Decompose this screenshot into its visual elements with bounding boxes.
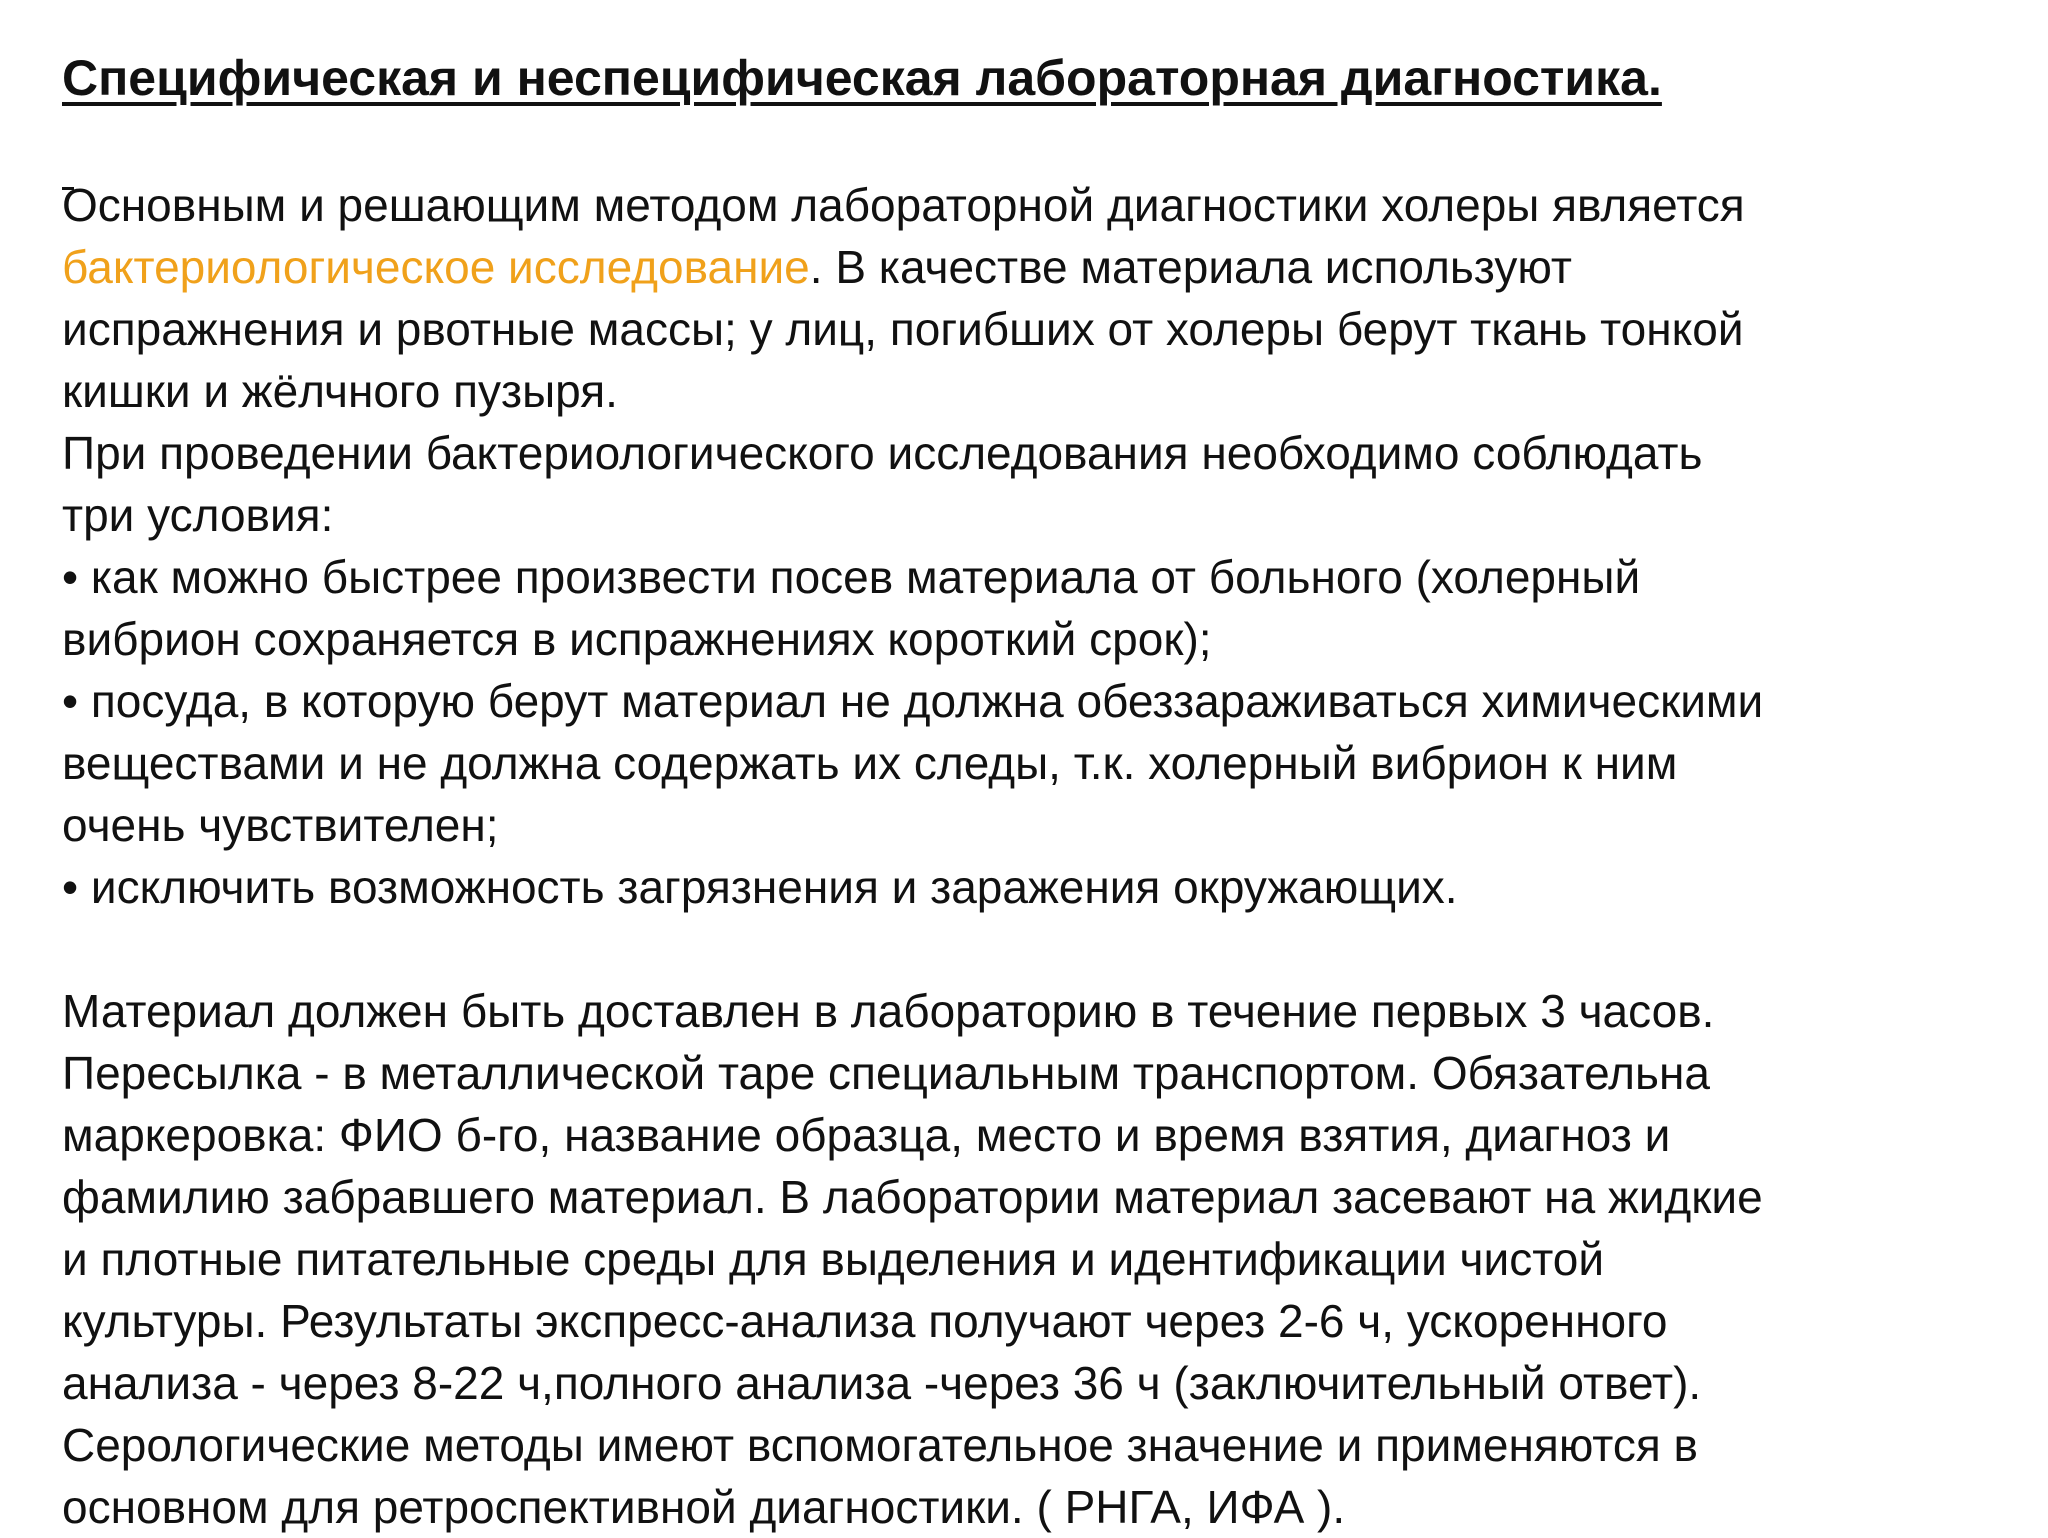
bullet-line: • исключить возможность загрязнения и заражения окружающих. [62, 861, 1458, 913]
text-line [62, 236, 2022, 298]
bullet-line: вибрион сохраняется в испражнениях короткий срок); [62, 613, 1212, 665]
text-line: испражнения и рвотные массы; у лиц, погибших от холеры берут ткань тонкой [62, 303, 1744, 355]
text-line: маркеровка: ФИО б-го, название образца, место и время взятия, диагноз и [62, 1109, 1671, 1161]
text-line: три условия: [62, 489, 334, 541]
slide [62, 42, 2022, 1538]
text-line: культуры. Результаты экспресс-анализа получают через 2-6 ч, ускоренного [62, 1295, 1668, 1347]
highlighted-term: бактериологическое исследование [62, 241, 810, 293]
bullet-line: веществами и не должна содержать их следы, т.к. холерный вибрион к ним [62, 737, 1678, 789]
text-line: кишки и жёлчного пузыря. [62, 365, 618, 417]
text-line: фамилию забравшего материал. В лаборатории материал засевают на жидкие [62, 1171, 1763, 1223]
text-line: Пересылка - в металлической таре специальным транспортом. Обязательна [62, 1047, 1710, 1099]
text-line: основном для ретроспективной диагностики. ( РНГА, ИФА ). [62, 1481, 1346, 1533]
text-line: и плотные питательные среды для выделения и идентификации чистой [62, 1233, 1605, 1285]
text-line: Материал должен быть доставлен в лабораторию в течение первых 3 часов. [62, 985, 1715, 1037]
bullet-line: очень чувствителен; [62, 799, 499, 851]
bullet-line: • как можно быстрее произвести посев материала от больного (холерный [62, 551, 1641, 603]
bullet-line: • посуда, в которую берут материал не должна обеззараживаться химическими [62, 675, 1764, 727]
text-fragment: . В качестве материала используют [809, 241, 1572, 293]
text-line: Основным и решающим методом лабораторной диагностики холеры является [62, 179, 1745, 231]
text-line: При проведении бактериологического исследования необходимо соблюдать [62, 427, 1703, 479]
body-text [62, 174, 2022, 1538]
page-title: Специфическая и неспецифическая лабораторная диагностика. [62, 50, 1662, 106]
blank-line [62, 918, 2022, 980]
text-line: анализа - через 8-22 ч,полного анализа -через 36 ч (заключительный ответ). [62, 1357, 1702, 1409]
text-line: Серологические методы имеют вспомогательное значение и применяются в [62, 1419, 1698, 1471]
